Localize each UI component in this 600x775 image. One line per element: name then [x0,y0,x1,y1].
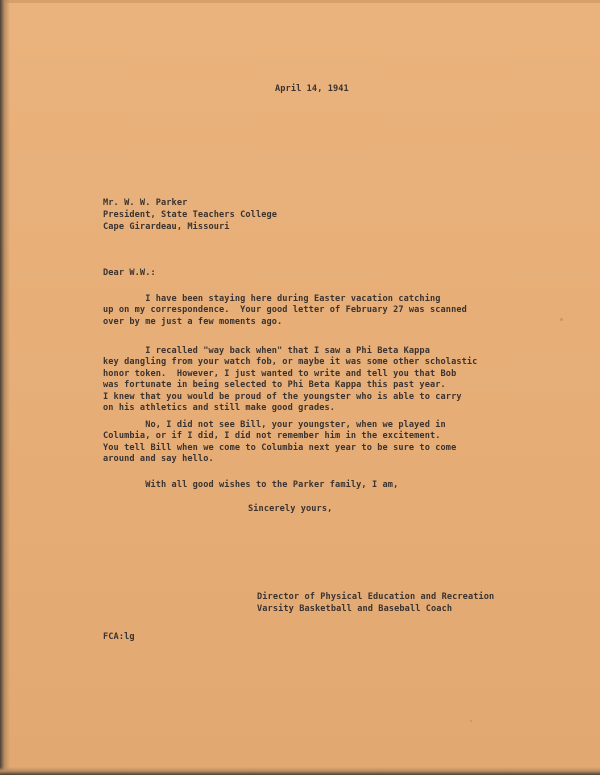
paragraph-line: You tell Bill when we come to Columbia next year to be sure to come [103,442,457,453]
scan-edge-bottom [0,767,600,775]
paragraph-good-wishes [103,480,543,491]
signature-title-line: Varsity Basketball and Baseball Coach [257,604,453,614]
paragraph-line: up on my correspondence. Your good letter of February 27 was scanned [103,305,467,316]
letter-date: April 14, 1941 [275,84,349,94]
paragraph-line: No, I did not see Bill, your youngster, when we played in [103,420,446,430]
recipient-title: President, State Teachers College [103,210,278,220]
closing: Sincerely yours, [248,504,333,514]
paragraph-line: I knew that you would be proud of the youngster who is able to carry [103,391,462,402]
paragraph-line: on his athletics and still make good grades. [103,403,336,414]
paragraph-line: was fortunate in being selected to Phi Beta Kappa this past year. [103,380,446,391]
recipient-location: Cape Girardeau, Missouri [103,222,230,232]
paragraph-line: I have been staying here during Easter vacation catching [103,294,441,304]
paragraph-line: Columbia, or if I did, I did not remember him in the excitement. [103,431,441,442]
paragraph-line: I recalled "way back when" that I saw a Phi Beta Kappa [103,346,430,356]
paragraph-columbia [103,420,543,466]
scan-edge-top [0,0,600,3]
salutation: Dear W.W.: [103,268,156,278]
signature-title-line: Director of Physical Education and Recreation [257,592,495,602]
typist-initials: FCA:lg [103,632,135,642]
paragraph-line: key dangling from your watch fob, or maybe it was some other scholastic [103,357,478,368]
paragraph-easter-vacation [103,294,543,328]
paragraph-line: over by me just a few moments ago. [103,316,283,327]
paragraph-phi-beta-kappa [103,346,543,414]
paragraph-line: honor token. However, I just wanted to write and tell you that Bob [103,368,457,379]
recipient-name: Mr. W. W. Parker [103,198,188,208]
scan-edge-left [0,0,10,775]
paragraph-line: With all good wishes to the Parker family, I am, [103,480,399,490]
paper-speck [560,318,563,321]
paper-speck [470,720,472,722]
paragraph-line: around and say hello. [103,454,214,465]
